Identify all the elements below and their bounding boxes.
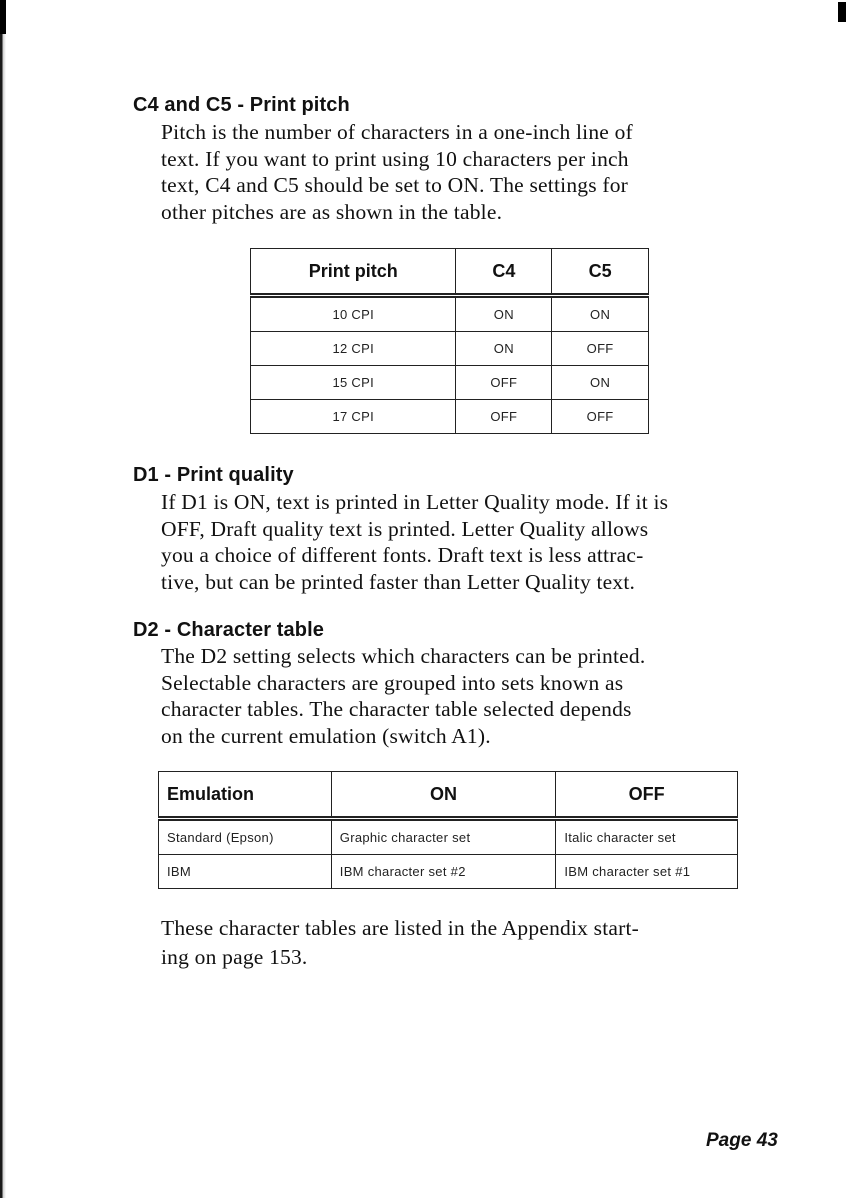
- table-cell: Standard (Epson): [159, 819, 332, 855]
- text-line: on the current emulation (switch A1).: [161, 723, 491, 748]
- section-print-quality: [133, 464, 294, 487]
- column-header: ON: [331, 772, 556, 819]
- table-cell: OFF: [552, 400, 649, 434]
- text-line: tive, but can be printed faster than Letter Quality text.: [161, 569, 636, 594]
- table-cell: OFF: [552, 332, 649, 366]
- column-header: Print pitch: [251, 249, 456, 296]
- text-line: Selectable characters are grouped into sets known as: [161, 670, 624, 695]
- binding-edge: [0, 0, 6, 1198]
- table-header-row: [251, 249, 649, 296]
- table-cell: Italic character set: [556, 819, 738, 855]
- table-row: [159, 819, 738, 855]
- section-print-pitch: [133, 94, 350, 117]
- table-cell: 10 CPI: [251, 296, 456, 332]
- heading-print-pitch: C4 and C5 - Print pitch: [133, 94, 350, 116]
- table-cell: 12 CPI: [251, 332, 456, 366]
- registration-mark-right: [838, 2, 846, 22]
- text-line: you a choice of different fonts. Draft text is less attrac-: [161, 543, 644, 567]
- text-line: character tables. The character table selected depends: [161, 697, 632, 721]
- page-number: Page 43: [706, 1130, 778, 1151]
- table-row: [159, 855, 738, 889]
- table-cell: ON: [552, 366, 649, 400]
- table-cell: OFF: [456, 400, 552, 434]
- text-line: ing on page 153.: [161, 945, 308, 969]
- print-pitch-table: [250, 248, 649, 434]
- text-line: other pitches are as shown in the table.: [161, 199, 503, 224]
- table-row: [251, 366, 649, 400]
- paragraph-print-quality: [161, 489, 668, 595]
- table-cell: 17 CPI: [251, 400, 456, 434]
- table-cell: ON: [456, 332, 552, 366]
- table-cell: Graphic character set: [331, 819, 556, 855]
- table-cell: OFF: [456, 366, 552, 400]
- paragraph-character-table: [161, 643, 645, 749]
- table-cell: ON: [456, 296, 552, 332]
- table-cell: ON: [552, 296, 649, 332]
- text-line: OFF, Draft quality text is printed. Letter Quality allows: [161, 516, 649, 541]
- table-row: [251, 332, 649, 366]
- table-header-row: [159, 772, 738, 819]
- text-line: text. If you want to print using 10 characters per inch: [161, 146, 629, 171]
- column-header: C5: [552, 249, 649, 296]
- heading-print-quality: D1 - Print quality: [133, 464, 294, 486]
- column-header: Emulation: [159, 772, 332, 819]
- paragraph-appendix-reference: [161, 914, 639, 972]
- section-character-table: [133, 619, 324, 642]
- table-cell: IBM character set #1: [556, 855, 738, 889]
- text-line: If D1 is ON, text is printed in Letter Quality mode. If it is: [161, 490, 669, 514]
- registration-mark-left: [0, 0, 6, 34]
- text-line: These character tables are listed in the Appendix start-: [161, 916, 640, 940]
- text-line: text, C4 and C5 should be set to ON. The settings for: [161, 173, 629, 197]
- emulation-table: [158, 771, 738, 889]
- table-row: [251, 400, 649, 434]
- table-cell: IBM: [159, 855, 332, 889]
- text-line: The D2 setting selects which characters can be printed.: [161, 644, 646, 668]
- table-cell: IBM character set #2: [331, 855, 556, 889]
- paragraph-print-pitch: [161, 119, 633, 225]
- heading-character-table: D2 - Character table: [133, 619, 324, 641]
- column-header: OFF: [556, 772, 738, 819]
- table-row: [251, 296, 649, 332]
- column-header: C4: [456, 249, 552, 296]
- table-cell: 15 CPI: [251, 366, 456, 400]
- text-line: Pitch is the number of characters in a one-inch line of: [161, 120, 633, 144]
